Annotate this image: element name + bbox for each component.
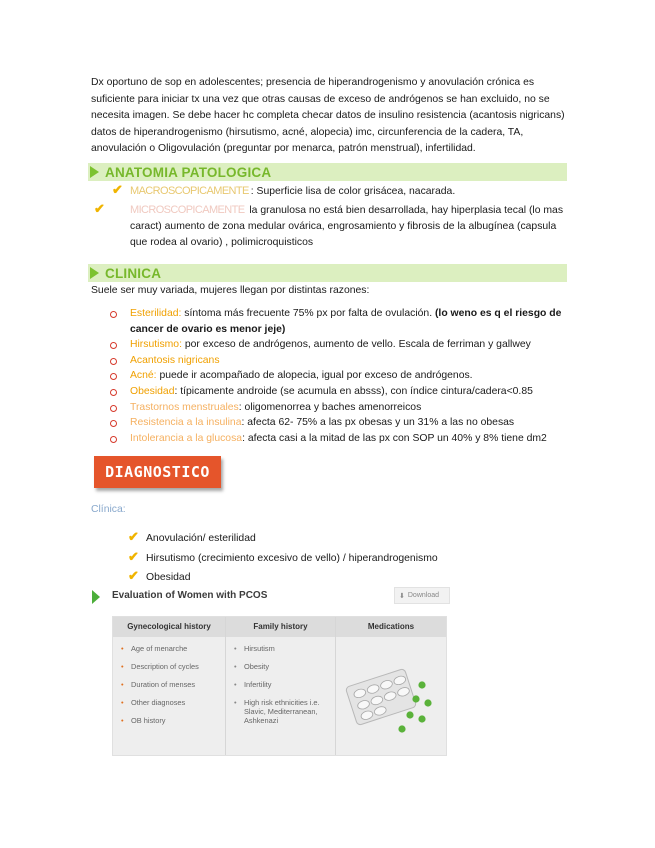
item-text: Hirsutismo (crecimiento excesivo de vello) / hiperandrogenismo	[146, 552, 438, 564]
diagnostico-list	[128, 528, 438, 587]
diagnostico-heading: DIAGNOSTICO	[94, 456, 221, 488]
list-item: • Age of menarche	[121, 644, 188, 653]
anatomia-item	[94, 201, 567, 251]
item-label: MACROSCOPICAMENTE	[130, 185, 249, 197]
anatomia-item	[112, 182, 567, 200]
item-text: síntoma más frecuente 75% px por falta de ovulación.	[181, 308, 435, 319]
item-text: : afecta casi a la mitad de las px con SOP un 40% y 8% tiene dm2	[242, 432, 547, 444]
pills-icon	[336, 637, 446, 755]
list-item	[128, 567, 438, 587]
item-label: Obesidad	[130, 385, 175, 397]
clinica-label: Clínica:	[91, 504, 126, 515]
list-item	[110, 353, 570, 369]
list-item	[110, 431, 570, 447]
list-item	[128, 548, 438, 568]
bullet-icon	[110, 373, 117, 380]
item-text: la granulosa no está bien desarrollada, hay hiperplasia tecal (lo mas caract) aumento de zona medular ovárica, engrosamiento y fibrosis de la albugínea (capsula que rodea al ovario) , polimicroquisticos	[130, 205, 564, 248]
list-item: • Other diagnoses	[121, 698, 186, 707]
clinica-list	[110, 306, 570, 446]
item-text: : típicamente androide (se acumula en absss), con índice cintura/cadera<0.85	[174, 385, 533, 397]
list-item: • Hirsutism	[233, 644, 275, 653]
check-icon: ✔	[94, 201, 105, 216]
section-clinica	[88, 264, 567, 282]
intro-paragraph: Dx oportuno de sop en adolescentes; presencia de hiperandrogenismo y anovulación crónica es suficiente para iniciar tx una vez que otras causas de exceso de andrógenos se han excluido, no se necesita imagen. Se debe hacer hc completa checar datos de insulino resistencia (acantosis nigricans) datos de hiperandrogenismo (hirsutismo, acné, alopecia) imc, circunferencia de la cadera, TA, anovulación o Oligovulación (preguntar por menarca, patrón menstrual), infertilidad.	[91, 77, 565, 154]
list-item	[110, 384, 570, 400]
item-label: Resistencia a la insulina	[130, 417, 242, 429]
bullet-icon	[110, 358, 117, 365]
section-title: CLINICA	[105, 265, 162, 281]
check-icon: ✔	[128, 548, 139, 564]
list-item	[128, 528, 438, 548]
check-icon: ✔	[128, 529, 139, 544]
check-icon: ✔	[128, 568, 139, 583]
section-anatomia	[88, 163, 567, 181]
column-header: Medications	[336, 617, 446, 637]
item-text: : afecta 62- 75% a las px obesas y un 31% a las no obesas	[241, 417, 515, 429]
download-button[interactable]	[394, 587, 450, 604]
arrow-icon	[90, 166, 99, 178]
bullet-icon	[110, 420, 117, 427]
figure-title: Evaluation of Women with PCOS	[112, 590, 268, 601]
table-column	[226, 617, 336, 755]
list-item: • OB history	[121, 716, 166, 725]
list-item: • Infertility	[233, 680, 272, 689]
section-title: ANATOMIA PATOLOGICA	[105, 164, 272, 180]
list-item	[110, 368, 570, 384]
download-icon: ⬇	[399, 592, 405, 600]
item-label: Trastornos menstruales	[130, 401, 239, 413]
table-column	[336, 617, 446, 755]
bullet-icon	[110, 436, 117, 443]
item-text: Anovulación/ esterilidad	[146, 533, 256, 544]
play-arrow-icon	[92, 590, 100, 604]
list-item: • High risk ethnicities i.e. Slavic, Mediterranean, Ashkenazi	[233, 698, 320, 725]
column-header: Family history	[226, 617, 335, 637]
list-item: • Obesity	[233, 662, 270, 671]
item-label: Intolerancia a la glucosa	[130, 432, 243, 444]
item-text: por exceso de andrógenos, aumento de vello. Escala de ferriman y gallwey	[181, 339, 531, 351]
bullet-icon	[110, 342, 117, 349]
item-label: Acné:	[130, 370, 157, 382]
list-item	[110, 415, 570, 431]
check-icon: ✔	[112, 182, 123, 197]
clinica-lead: Suele ser muy variada, mujeres llegan por distintas razones:	[91, 285, 370, 296]
download-label: Download	[407, 592, 440, 599]
table-column	[113, 617, 226, 755]
list-item	[110, 400, 570, 416]
item-text: : Superficie lisa de color grisácea, nacarada.	[250, 186, 456, 197]
item-label: Acantosis nigricans	[130, 354, 220, 366]
item-text: : oligomenorrea y baches amenorreicos	[238, 401, 422, 413]
bullet-icon	[110, 405, 117, 412]
pcos-table	[112, 616, 447, 756]
column-header: Gynecological history	[113, 617, 225, 637]
bullet-icon	[110, 389, 117, 396]
item-label: Hirsutismo:	[130, 339, 182, 351]
item-note: (lo weno es q el riesgo de cancer de ovario es menor jeje)	[130, 308, 562, 335]
item-label: MICROSCOPICAMENTE	[130, 204, 245, 216]
bullet-icon	[110, 311, 117, 318]
item-label: Esterilidad:	[130, 308, 182, 319]
anatomia-list	[94, 182, 567, 251]
list-item	[110, 306, 570, 337]
item-text: Obesidad	[146, 572, 191, 583]
list-item	[110, 337, 570, 353]
list-item: • Description of cycles	[121, 662, 199, 671]
item-text: puede ir acompañado de alopecia, igual por exceso de andrógenos.	[156, 370, 473, 382]
list-item: • Duration of menses	[121, 680, 196, 689]
arrow-icon	[90, 267, 99, 279]
